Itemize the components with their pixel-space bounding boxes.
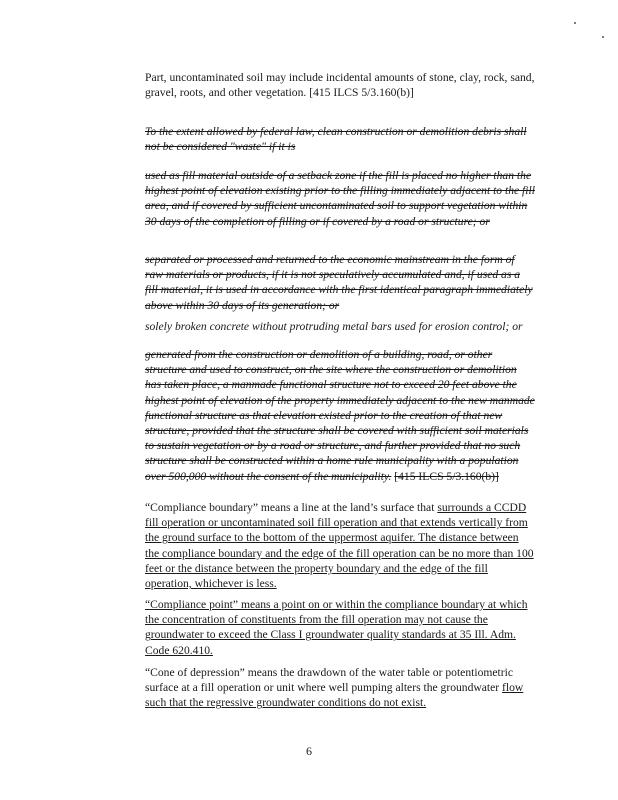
- inserted-text: surrounds a CCDD fill operation or uncontaminated soil fill operation and that extends vertically from the ground surface to the bottom of the uppermost aquifer. The distance between the compliance boundary and the edge of the fill operation can be no more than 100 feet or the distance between the property boundary and the edge of the fill operation, whichever is less.: [145, 501, 534, 591]
- deleted-paragraph-structure: [145, 347, 535, 484]
- definition-compliance-boundary: [145, 500, 535, 591]
- deleted-paragraph-economic-mainstream: separated or processed and returned to the economic mainstream in the form of raw materials or products, if it is not speculatively accumulated and, if used as a fill material, it is used in accordance with the first identical paragraph immediately above within 30 days of its generation; or: [145, 253, 533, 312]
- paragraph-soil-definition: [145, 70, 535, 100]
- paragraph-text: Part, uncontaminated soil may include incidental amounts of stone, clay, rock, sand, gravel, roots, and other vegetation. [: [145, 71, 535, 100]
- inserted-text: flow such that the regressive groundwater conditions do not exist.: [145, 681, 524, 710]
- scan-speck: [602, 36, 604, 38]
- deleted-paragraph-fill-material: used as fill material outside of a setback zone if the fill is placed no higher than the highest point of elevation existing prior to the filling immediately adjacent to the fill area, and if covered by sufficient uncontaminated soil to support vegetation within 30 days of the completion of filling or if covered by a road or structure; or: [145, 169, 535, 228]
- deleted-citation: [415 ILCS 5/3.160(b)]: [394, 469, 499, 483]
- deleted-paragraph-ccdd-waste: To the extent allowed by federal law, clean construction or demolition debris shall not be considered "waste" if it is: [145, 125, 527, 154]
- definition-intro: “Compliance boundary” means a line at the land’s surface that: [145, 501, 438, 514]
- definition-compliance-point: “Compliance point” means a point on or within the compliance boundary at which the concentration of constituents from the fill operation may not cause the groundwater to exceed the Class I groundwater quality standards at 35 Ill. Adm. Code 620.410.: [145, 598, 528, 657]
- definition-cone-of-depression: [145, 665, 535, 711]
- citation-close: ]: [410, 86, 414, 100]
- statute-citation: 415 ILCS 5/3.160(b): [313, 86, 410, 100]
- page-number: 6: [306, 744, 312, 758]
- scan-speck: [574, 22, 576, 24]
- definition-intro: “Cone of depression” means the drawdown of the water table or potentiometric surface at a fill operation or unit where well pumping alters the groundwater: [145, 666, 513, 695]
- paragraph-broken-concrete: solely broken concrete without protruding metal bars used for erosion control; or: [145, 320, 523, 333]
- deleted-text: generated from the construction or demolition of a building, road, or other structure and used to construct, on the site where the construction or demolition has taken place, a manmade functional structure not to exceed 20 feet above the highest point of elevation of the property immediately adjacent to the new manmade functional structure as that elevation existed prior to the creation of that new structure, provided that the structure shall be covered with sufficient soil materials to sustain vegetation or by a road or structure, and further provided that no such structure shall be constructed within a home rule municipality with a population over 500,000 without the consent of the municipality.: [145, 348, 535, 483]
